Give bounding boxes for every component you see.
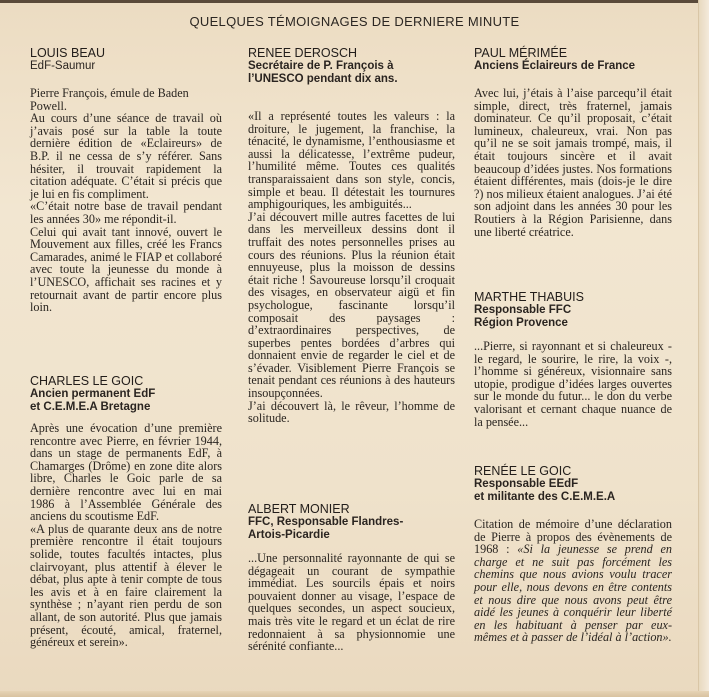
testimonial-marthe-thabuis xyxy=(474,290,672,428)
quote-italic: «Si la jeunesse se prend en charge et ne suit pas forcément les chemins que nous avions voulu tracer pour elle, nous devons en être contents et nous dire que nous avons peut être aidé les jeunes à conquérir leur liberté en les habituant à penser par eux-mêmes et à passer de l’idéal à l’action». xyxy=(474,542,672,645)
author-role: l’UNESCO pendant dix ans. xyxy=(248,73,398,85)
paragraph: ...Pierre, si rayonnant et si chaleureux - le regard, le sourire, le rire, la voix -, l’homme si généreux, visionnaire sans utopie, prodigue d’idées larges ouvertes sur le monde du futur... le don du verbe valorisant et cernant chaque nuance de la pensée... xyxy=(474,339,672,429)
paragraph: Avec lui, j’étais à l’aise parcequ’il était simple, direct, très fraternel, jamais dominateur. Ce qu’il proposait, c’était lumineux, chaleureux, vrai. Non pas qu’il ne se soit jamais trompé, mais, il était toujours sincère et il avait beaucoup d’idées justes. Nos formations étaient différentes, mais (dois-je le dire ?) nos milieux étaient analogues. J’ai été son adjoint dans les années 30 pour les Routiers à la Région Parisienne, dans une liberté créatrice. xyxy=(474,86,672,239)
author-role: Responsable EEdF xyxy=(474,478,579,490)
author-name: LOUIS BEAU xyxy=(30,46,106,60)
author-role: Région Provence xyxy=(474,317,568,329)
testimonial-text xyxy=(474,87,672,238)
author-role: Anciens Éclaireurs de France xyxy=(474,60,636,72)
testimonial-charles-le-goic xyxy=(30,374,222,649)
author-name: RENEE DEROSCH xyxy=(248,46,358,60)
testimonial-paul-merimee xyxy=(474,46,672,238)
testimonial-text xyxy=(474,518,672,644)
paragraph: Pierre François, émule de Baden Powell. xyxy=(30,86,189,113)
testimonial-text xyxy=(30,87,222,314)
paragraph: Celui qui avait tant innové, ouvert le Mouvement aux filles, créé les Francs Camarades, animé le FIAP et collaboré avec toute la jeunesse du monde à l’UNESCO, affichait ses racines et y retournait avant de partir encore plus loin. xyxy=(30,224,222,315)
paragraph: J’ai découvert là, le rêveur, l’homme de solitude. xyxy=(248,398,455,426)
testimonial-text xyxy=(248,552,455,653)
paragraph: J’ai découvert mille autres facettes de lui dans les merveilleux dessins dont il truffait des notes personnelles prises au cours des réunions. Plus la réunion était ennuyeuse, plus la moisson de dessins était riche ! Savoureuse lorsqu’il croquait des visages, en observateur aigü et fin psychologue, fascinante lorsqu’il composait des paysages : d’extraordinaires perspectives, de superbes pentes bordées d’arbres qui donnaient envie de regarder le ciel et de s’évader. Visiblement Pierre François se tenait pendant ces réunions à des hauteurs insoupçonnées. xyxy=(248,209,455,401)
author-name: CHARLES LE GOIC xyxy=(30,374,144,388)
author-name: MARTHE THABUIS xyxy=(474,290,584,304)
author-role: Secrétaire de P. François à xyxy=(248,60,394,72)
author-role: et militante des C.E.M.E.A xyxy=(474,491,616,503)
paragraph xyxy=(474,518,672,644)
author-role: Ancien permanent EdF xyxy=(30,388,156,400)
author-name: ALBERT MONIER xyxy=(248,502,350,516)
testimonial-text xyxy=(248,110,455,425)
paragraph: ...Une personnalité rayonnante de qui se dégageait un courant de sympathie immédiat. Les sourcils épais et noirs pouvaient donner au visage, l’espace de quelques secondes, un aspect soucieux, mais très vite le regard et un éclat de rire redonnaient à sa physionnomie une sérénité confiante... xyxy=(248,551,455,654)
author-role: et C.E.M.E.A Bretagne xyxy=(30,401,151,413)
testimonial-text xyxy=(474,340,672,428)
testimonial-renee-derosch xyxy=(248,46,455,425)
page-title: QUELQUES TÉMOIGNAGES DE DERNIERE MINUTE xyxy=(189,14,520,29)
paragraph: «A plus de quarante deux ans de notre première rencontre il était toujours solide, toutes facultés intactes, plus clairvoyant, plus attentif à élever le débat, plus apte à tenir compte de tous les avis et à en faire clairement la synthèse ; n’ayant rien perdu de son allant, de son autorité. Plus que jamais présent, écouté, amical, fraternel, généreux et serein». xyxy=(30,521,222,650)
author-name: RENÉE LE GOIC xyxy=(474,464,572,478)
page-right-edge xyxy=(698,0,709,697)
column-1 xyxy=(30,46,222,650)
page-bottom-edge xyxy=(0,691,709,697)
author-role: Responsable FFC xyxy=(474,304,572,316)
paragraph: «C’était notre base de travail pendant les années 30» me répondit-il. xyxy=(30,199,222,226)
author-role: EdF-Saumur xyxy=(30,60,96,72)
paragraph: Au cours d’une séance de travail où j’avais posé sur la table la toute dernière édition de «Eclaireurs» de B.P. il ne cessa de s’y référer. Sans hésiter, il trouvait rapidement la citation adéquate. C’était si précis que je lui en fis compliment. xyxy=(30,111,222,201)
page-top-edge xyxy=(0,0,709,3)
quote-intro: Citation de mémoire d’une déclaration de Pierre à propos des évènements de 1968 : xyxy=(474,517,672,557)
paragraph: «Il a représenté toutes les valeurs : la droiture, le jugement, la franchise, la ténacité, le dynamisme, l’enthousiasme et aussi la délicatesse, l’extrême pudeur, l’humilité même. Toutes ces qualités transparaissaient dans son style, concis, simple et beau. Il détestait les tournures amphigouriques, les ambiguités... xyxy=(248,109,455,212)
author-name: PAUL MÉRIMÉE xyxy=(474,46,568,60)
column-3 xyxy=(474,46,672,645)
author-role: Artois-Picardie xyxy=(248,529,330,541)
testimonial-louis-beau xyxy=(30,46,222,314)
paragraph: Après une évocation d’une première rencontre avec Pierre, en février 1944, dans un stage de permanents EdF, à Chamarges (Drôme) en zone dite alors libre, Charles le Goic parle de sa dernière rencontre avec lui en mai 1986 à l’Assemblée Générale des anciens du scoutisme EdF. xyxy=(30,421,222,524)
testimonial-text xyxy=(30,422,222,649)
author-role: FFC, Responsable Flandres- xyxy=(248,516,404,528)
testimonial-albert-monier xyxy=(248,502,455,653)
column-2 xyxy=(248,46,455,654)
testimonial-renee-le-goic xyxy=(474,464,672,644)
